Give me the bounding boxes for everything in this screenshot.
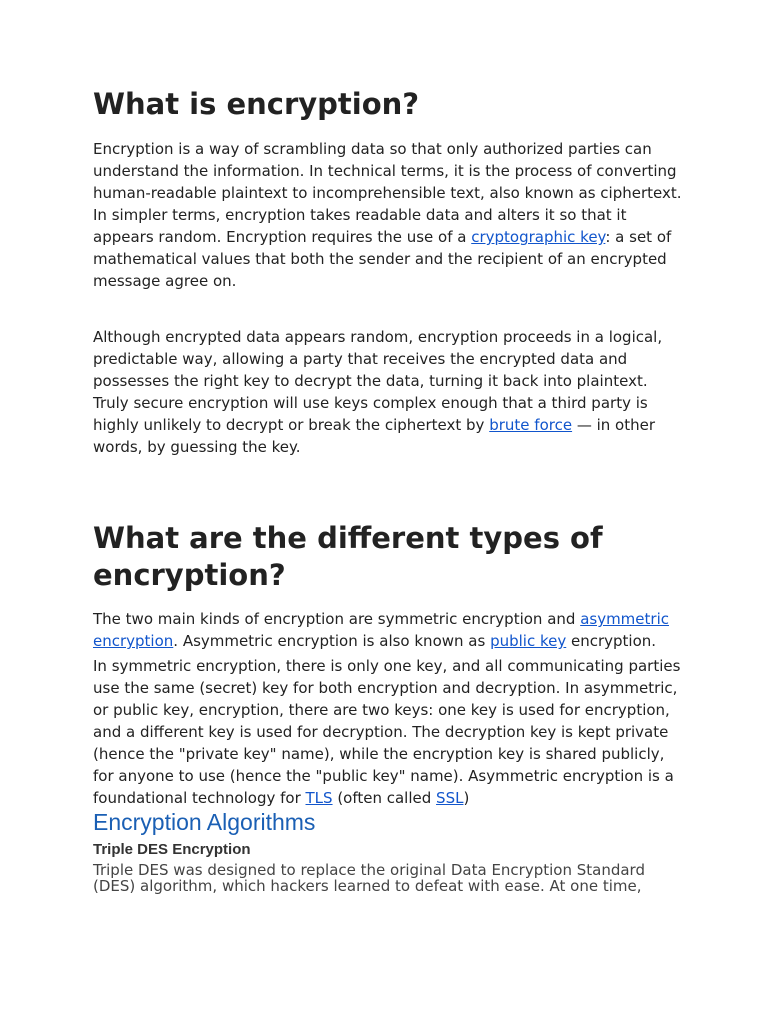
paragraph-encryption-definition bbox=[93, 138, 683, 292]
paragraph-text: encryption. bbox=[566, 632, 657, 650]
link-asymmetric-encryption[interactable]: asymmetric encryption bbox=[93, 610, 669, 650]
link-public-key[interactable]: public key bbox=[490, 632, 567, 650]
paragraph-encryption-kinds bbox=[93, 608, 683, 652]
heading-what-is-encryption: What is encryption? bbox=[93, 87, 420, 121]
heading-types-of-encryption: What are the different types of encryption? bbox=[93, 521, 603, 592]
paragraph-symmetric-vs-asymmetric bbox=[93, 655, 683, 809]
paragraph-text: ) bbox=[463, 789, 470, 807]
paragraph-text: Although encrypted data appears random, encryption proceeds in a logical, predictable way, allowing a party that receives the encrypted data and possesses the right key to decrypt the data, turning it back into plaintext. Truly secure encryption will use keys complex enough that a third party is highly unlikely to decrypt or break the ciphertext by bbox=[93, 328, 663, 434]
heading-encryption-algorithms: Encryption Algorithms bbox=[93, 809, 316, 835]
paragraph-text: . Asymmetric encryption is also known as bbox=[173, 632, 491, 650]
paragraph-text: : a set of mathematical values that both the sender and the recipient of an encrypted message agree on. bbox=[93, 228, 672, 290]
heading-triple-des: Triple DES Encryption bbox=[93, 841, 251, 858]
link-brute-force[interactable]: brute force bbox=[489, 416, 573, 434]
paragraph-encryption-process bbox=[93, 326, 683, 458]
paragraph-text: The two main kinds of encryption are symmetric encryption and bbox=[93, 610, 581, 628]
paragraph-text: (often called bbox=[332, 789, 437, 807]
paragraph-triple-des: Triple DES was designed to replace the original Data Encryption Standard (DES) algorithm, which hackers learned to defeat with ease. At one time, bbox=[93, 861, 645, 895]
link-cryptographic-key[interactable]: cryptographic key bbox=[471, 228, 606, 246]
link-ssl[interactable]: SSL bbox=[436, 789, 464, 807]
link-tls[interactable]: TLS bbox=[305, 789, 333, 807]
document-page bbox=[93, 86, 683, 894]
paragraph-text: In symmetric encryption, there is only one key, and all communicating parties use the same (secret) key for both encryption and decryption. In asymmetric, or public key, encryption, there are two keys: one key is used for encryption, and a different key is used for decryption. The decryption key is kept private (hence the "private key" name), while the encryption key is shared publicly, for anyone to use (hence the "public key" name). Asymmetric encryption is a foundational technology for bbox=[93, 657, 681, 807]
paragraph-text: Encryption is a way of scrambling data so that only authorized parties can understand the information. In technical terms, it is the process of converting human-readable plaintext to incomprehensible text, also known as ciphertext. In simpler terms, encryption takes readable data and alters it so that it appears random. Encryption requires the use of a bbox=[93, 140, 682, 246]
paragraph-text: — in other words, by guessing the key. bbox=[93, 416, 656, 456]
